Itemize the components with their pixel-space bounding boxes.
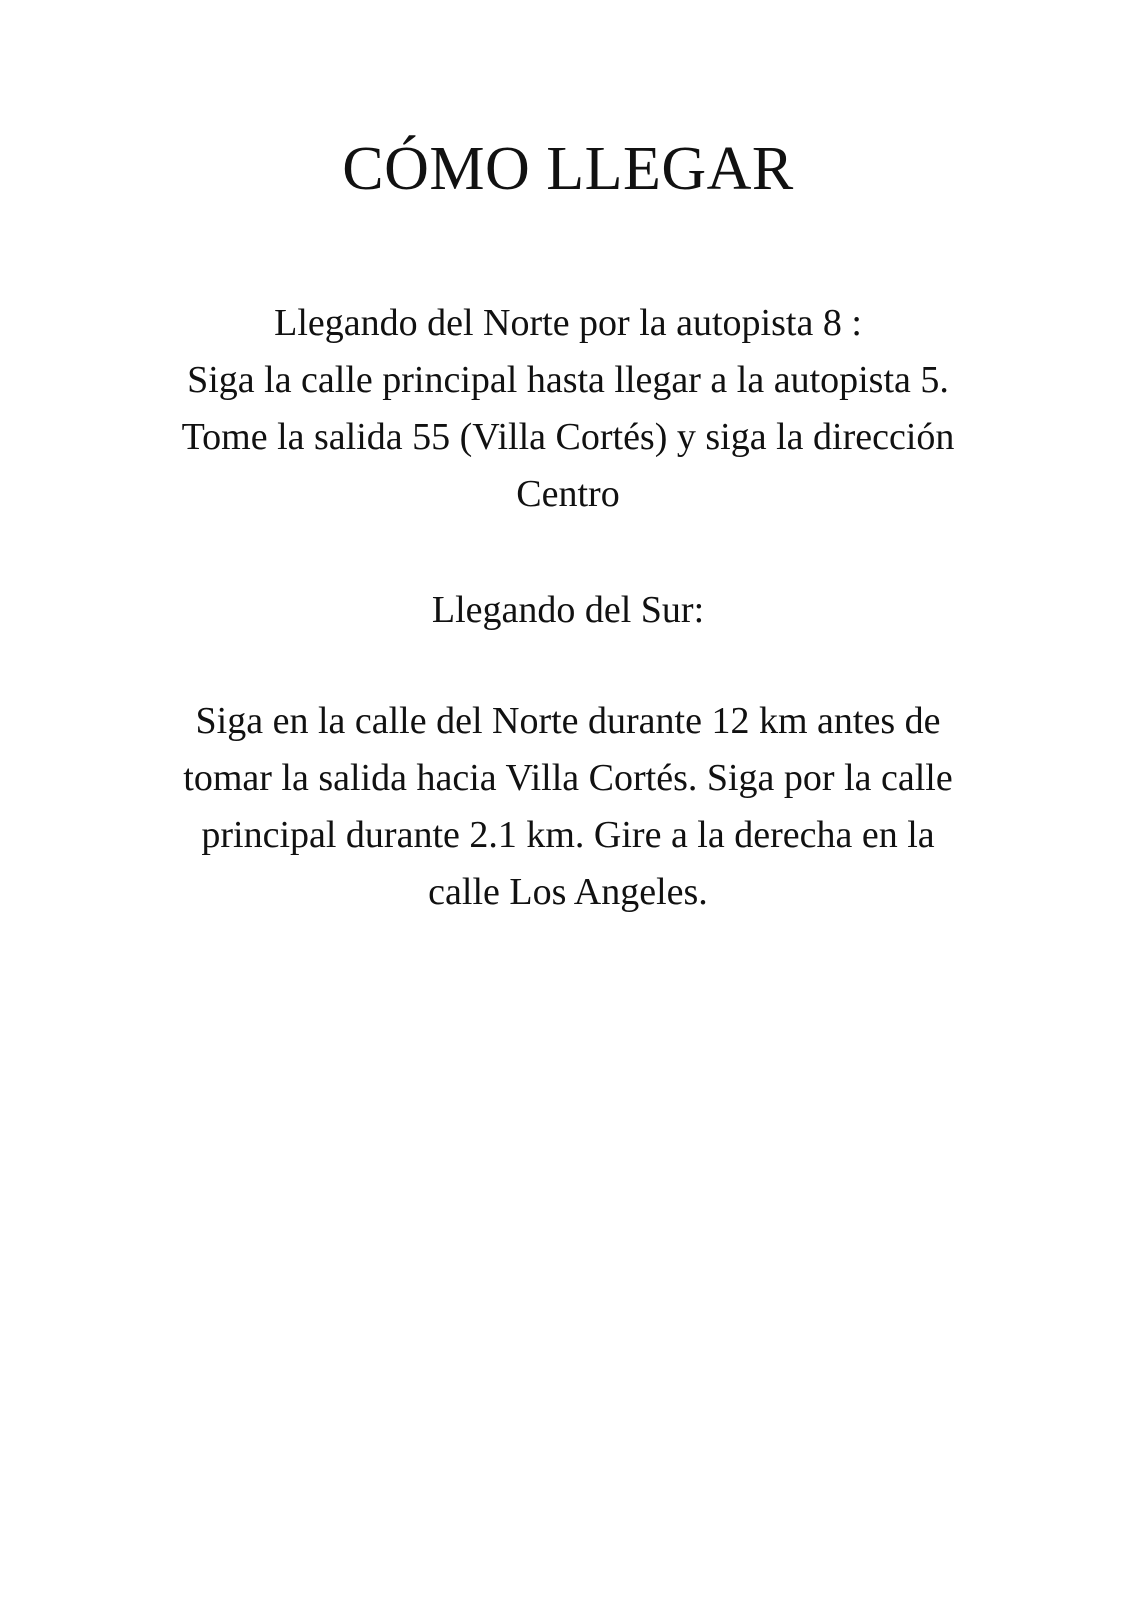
north-direction-line: Tome la salida 55 (Villa Cortés) y siga la dirección — [181, 416, 955, 458]
page-title: CÓMO LLEGAR — [342, 135, 794, 203]
south-direction-line: Siga en la calle del Norte durante 12 km antes de — [195, 700, 941, 742]
south-direction-line: tomar la salida hacia Villa Cortés. Siga por la calle — [183, 757, 953, 799]
north-heading: Llegando del Norte por la autopista 8 : — [274, 302, 862, 344]
south-direction-line: calle Los Angeles. — [428, 871, 708, 913]
south-direction-line: principal durante 2.1 km. Gire a la derecha en la — [201, 814, 935, 856]
south-heading: Llegando del Sur: — [431, 589, 705, 631]
north-direction-line: Centro — [516, 473, 620, 515]
north-direction-line: Siga la calle principal hasta llegar a la autopista 5. — [187, 359, 949, 401]
